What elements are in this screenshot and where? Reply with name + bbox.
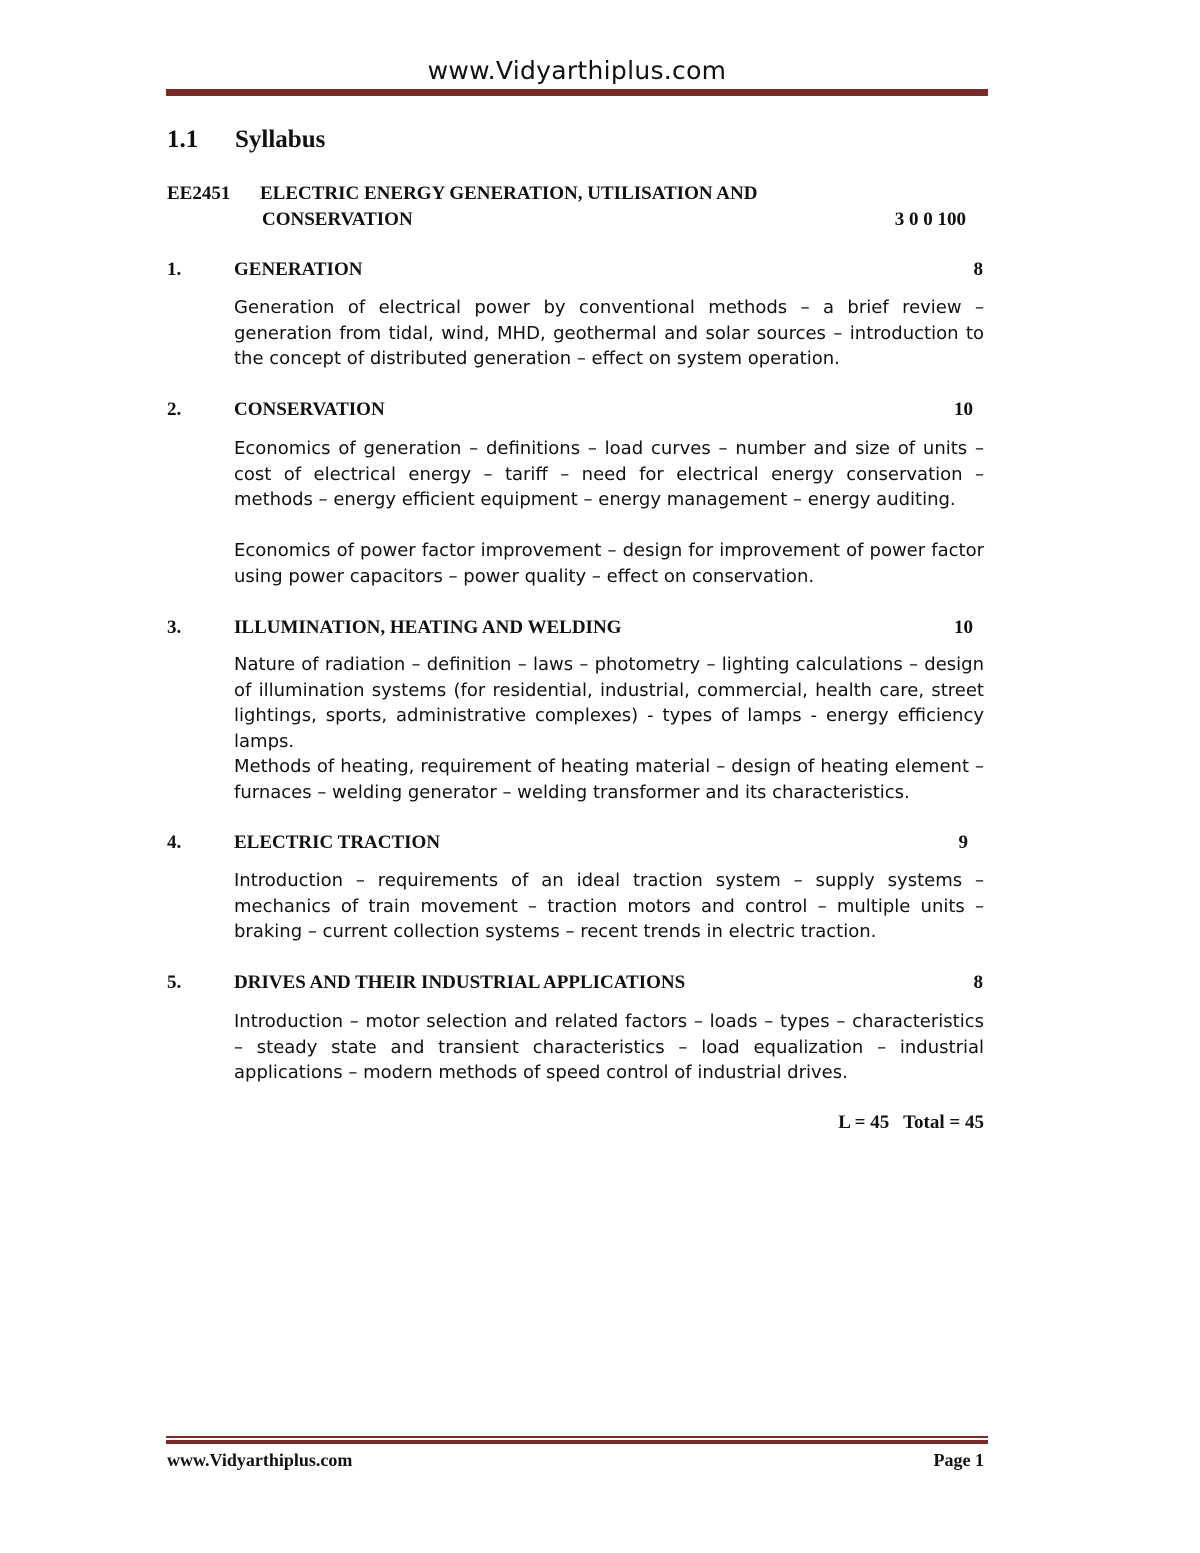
section-title [167,126,325,154]
course-code: EE2451 [167,183,231,204]
header-site-link[interactable]: www.Vidyarthiplus.com [427,56,727,85]
unit-5-hours: 8 [973,972,983,993]
unit-4-paragraph-1: Introduction – requirements of an ideal traction system – supply systems – mechanics of train movement – traction motors and control – multiple units – braking – current collection systems – recent trends in electric traction. [234,870,984,943]
footer-divider-bottom [166,1440,988,1444]
unit-1-paragraph-1: Generation of electrical power by conventional methods – a brief review – generation from tidal, wind, MHD, geothermal and solar sources – introduction to the concept of distributed generation – effect on system operation. [234,297,984,370]
footer-site-link[interactable]: www.Vidyarthiplus.com [167,1450,353,1470]
unit-5-title: DRIVES AND THEIR INDUSTRIAL APPLICATIONS [234,972,686,993]
page-number: Page 1 [933,1450,984,1470]
unit-5-number: 5. [167,972,182,993]
unit-2-paragraph-2: Economics of power factor improvement – design for improvement of power factor using power capacitors – power quality – effect on conservation. [234,540,984,587]
unit-4-title: ELECTRIC TRACTION [234,832,441,853]
unit-1-hours: 8 [973,259,983,280]
unit-2-title: CONSERVATION [234,399,385,420]
unit-1-number: 1. [167,259,182,280]
unit-1-title: GENERATION [234,259,363,280]
footer-divider-top [166,1436,988,1438]
section-number: 1.1 [167,126,199,153]
unit-3-number: 3. [167,617,182,638]
section-title-text: Syllabus [235,126,326,153]
total-hours: L = 45 Total = 45 [838,1112,984,1133]
unit-5-paragraph-1: Introduction – motor selection and related factors – loads – types – characteristics – steady state and transient characteristics – load equalization – industrial applications – modern methods of speed control of industrial drives. [234,1011,984,1084]
unit-3-hours: 10 [954,617,973,638]
unit-3-title: ILLUMINATION, HEATING AND WELDING [234,617,622,638]
unit-3-paragraph-2: Methods of heating, requirement of heating material – design of heating element – furnaces – welding generator – welding transformer and its characteristics. [234,756,984,803]
unit-4-number: 4. [167,832,182,853]
unit-4-hours: 9 [958,832,968,853]
course-credits: 3 0 0 100 [894,209,966,230]
unit-2-paragraph-1: Economics of generation – definitions – load curves – number and size of units – cost of electrical energy – tariff – need for electrical energy conservation – methods – energy efficient equipment – energy management – energy auditing. [234,438,984,511]
unit-2-number: 2. [167,399,182,420]
header-divider [166,89,988,96]
unit-2-hours: 10 [954,399,973,420]
unit-3-paragraph-1: Nature of radiation – definition – laws – photometry – lighting calculations – design of illumination systems (for residential, industrial, commercial, health care, street lightings, sports, administrative complexes) - types of lamps - energy efficiency lamps. [234,654,984,752]
course-name-line1: ELECTRIC ENERGY GENERATION, UTILISATION AND [260,183,758,204]
course-name-line2: CONSERVATION [262,209,413,230]
